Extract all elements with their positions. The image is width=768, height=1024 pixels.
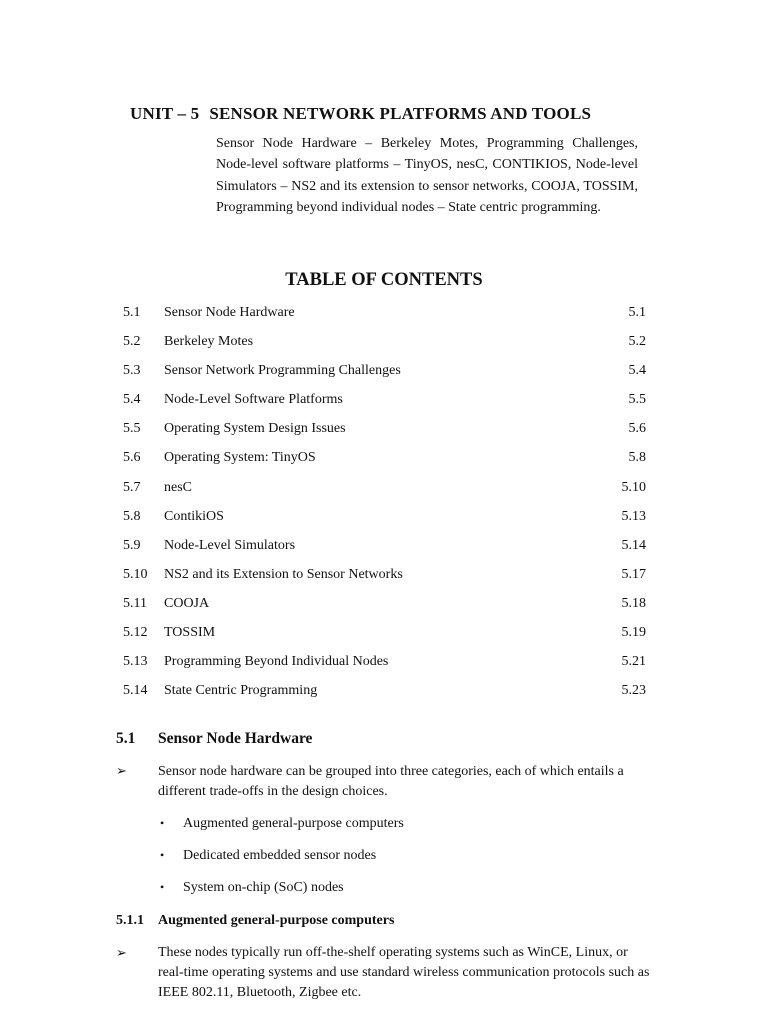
toc-entry-label: Sensor Network Programming Challenges bbox=[164, 363, 401, 379]
toc-title: TABLE OF CONTENTS bbox=[285, 270, 483, 290]
toc-entry-label: nesC bbox=[164, 479, 192, 495]
toc-entry-page: 5.10 bbox=[621, 479, 646, 495]
toc-entry-page: 5.5 bbox=[628, 392, 646, 408]
toc-entry-label: Node-Level Software Platforms bbox=[164, 392, 343, 408]
bullet-icon: • bbox=[160, 880, 165, 894]
toc-entry-number: 5.10 bbox=[123, 566, 148, 582]
toc-entry-label: Operating System Design Issues bbox=[164, 421, 346, 437]
toc-entry-page: 5.23 bbox=[621, 683, 646, 699]
toc-entry-number: 5.7 bbox=[123, 479, 141, 495]
section-number: 5.1 bbox=[116, 730, 136, 747]
section-intro-paragraph: Sensor node hardware can be grouped into three categories, each of which entails a different trade-offs in the design choices. bbox=[158, 764, 624, 799]
list-item-text: Dedicated embedded sensor nodes bbox=[183, 848, 377, 863]
toc-entry-page: 5.13 bbox=[621, 508, 646, 524]
toc-entry-number: 5.11 bbox=[123, 595, 147, 611]
bullet-icon: • bbox=[160, 816, 165, 830]
toc-entry-label: Sensor Node Hardware bbox=[164, 305, 295, 320]
toc-entry-label: Node-Level Simulators bbox=[164, 537, 296, 553]
list-item-text: Augmented general-purpose computers bbox=[183, 816, 404, 831]
arrow-bullet-icon: ➢ bbox=[116, 763, 127, 778]
toc-entry bbox=[0, 363, 768, 392]
toc-entry-label: TOSSIM bbox=[164, 625, 216, 641]
list-item-text: System on-chip (SoC) nodes bbox=[183, 880, 344, 895]
subsection-heading bbox=[116, 913, 395, 929]
toc-entry-number: 5.2 bbox=[123, 334, 141, 350]
toc-entry-label: NS2 and its Extension to Sensor Networks bbox=[164, 566, 403, 582]
unit-label: UNIT – 5 bbox=[130, 104, 200, 123]
toc-entry bbox=[0, 305, 768, 334]
toc-entry-number: 5.1 bbox=[123, 305, 141, 320]
toc-entry-page: 5.4 bbox=[628, 363, 646, 379]
unit-syllabus: Sensor Node Hardware – Berkeley Motes, Programming Challenges, Node-level software platforms – TinyOS, nesC, CONTIKIOS, Node-level Simulators – NS2 and its extension to sensor networks, COOJA, TOSSIM, Programming beyond individual nodes – State centric programming. bbox=[216, 136, 638, 216]
toc-entry bbox=[0, 567, 768, 596]
toc-entry bbox=[0, 625, 768, 654]
subsection-paragraph: These nodes typically run off-the-shelf operating systems such as WinCE, Linux, or real-time operating systems and use standard wireless communication protocols such as IEEE 802.11, Bluetooth, Zigbee etc. bbox=[158, 945, 650, 1000]
subsection-number: 5.1.1 bbox=[116, 913, 144, 928]
toc-entry-page: 5.8 bbox=[628, 450, 646, 466]
toc-entry-label: Operating System: TinyOS bbox=[164, 450, 316, 466]
toc-entry bbox=[0, 480, 768, 509]
unit-title: SENSOR NETWORK PLATFORMS AND TOOLS bbox=[209, 104, 592, 123]
toc-entry-page: 5.17 bbox=[621, 566, 646, 582]
toc-entry-number: 5.9 bbox=[123, 537, 141, 553]
toc-entry-page: 5.2 bbox=[628, 334, 646, 350]
toc-entry bbox=[0, 392, 768, 421]
toc-entry-label: ContikiOS bbox=[164, 508, 224, 524]
table-of-contents bbox=[0, 305, 768, 712]
toc-entry-number: 5.13 bbox=[123, 654, 148, 670]
toc-entry-number: 5.12 bbox=[123, 625, 148, 641]
toc-entry-label: State Centric Programming bbox=[164, 683, 318, 699]
toc-entry-number: 5.14 bbox=[123, 683, 148, 699]
toc-entry bbox=[0, 509, 768, 538]
toc-entry-number: 5.3 bbox=[123, 363, 141, 379]
toc-entry-number: 5.4 bbox=[123, 392, 141, 408]
toc-entry bbox=[0, 596, 768, 625]
toc-entry-label: COOJA bbox=[164, 595, 210, 611]
toc-entry bbox=[0, 421, 768, 450]
toc-entry-label: Berkeley Motes bbox=[164, 334, 254, 350]
toc-entry bbox=[0, 334, 768, 363]
toc-entry bbox=[0, 654, 768, 683]
toc-entry-page: 5.19 bbox=[621, 625, 646, 641]
toc-entry-label: Programming Beyond Individual Nodes bbox=[164, 654, 389, 670]
toc-entry bbox=[0, 683, 768, 712]
subsection-title: Augmented general-purpose computers bbox=[158, 913, 395, 928]
bullet-icon: • bbox=[160, 848, 165, 862]
toc-entry-number: 5.6 bbox=[123, 450, 141, 466]
toc-entry-page: 5.14 bbox=[621, 537, 646, 553]
toc-entry-page: 5.1 bbox=[628, 305, 646, 320]
toc-entry-number: 5.5 bbox=[123, 421, 141, 437]
unit-heading bbox=[130, 104, 591, 124]
toc-entry-page: 5.6 bbox=[628, 421, 646, 437]
arrow-bullet-icon: ➢ bbox=[116, 945, 127, 960]
section-heading bbox=[116, 730, 313, 748]
toc-entry bbox=[0, 450, 768, 479]
section-title: Sensor Node Hardware bbox=[158, 730, 313, 747]
toc-entry bbox=[0, 538, 768, 567]
toc-entry-page: 5.21 bbox=[621, 654, 646, 670]
toc-entry-number: 5.8 bbox=[123, 508, 141, 524]
toc-entry-page: 5.18 bbox=[621, 595, 646, 611]
